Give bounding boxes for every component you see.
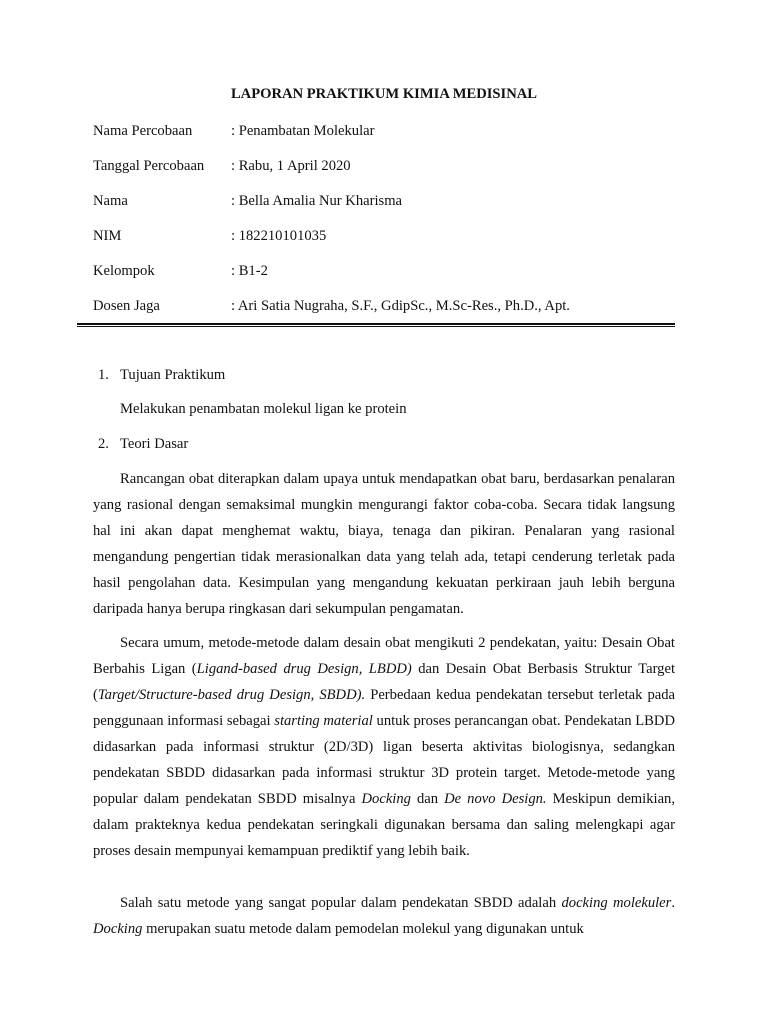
field-value: : Bella Amalia Nur Kharisma	[231, 193, 403, 209]
field-label: NIM	[93, 228, 122, 244]
section-1-text: Melakukan penambatan molekul ligan ke protein	[120, 401, 407, 417]
field-value: : Ari Satia Nugraha, S.F., GdipSc., M.Sc-Res., Ph.D., Apt.	[231, 298, 570, 314]
field-value: : Rabu, 1 April 2020	[231, 158, 351, 174]
paragraph-1: Rancangan obat diterapkan dalam upaya untuk mendapatkan obat baru, berdasarkan penalaran yang rasional dengan semaksimal mungkin mengurangi faktor coba-coba. Secara tidak langsung hal ini akan dapat menghemat waktu, biaya, tenaga dan pikiran. Penalaran yang rasional mengandung pengertian tidak merasionalkan data yang telah ada, tetapi cenderung terletak pada hasil pengolahan data. Kesimpulan yang mengandung kekuatan perkiraan jauh lebih berguna daripada hanya berupa ringkasan dari sekumpulan pengamatan.	[93, 471, 675, 617]
paragraph-2: Secara umum, metode-metode dalam desain obat mengikuti 2 pendekatan, yaitu: Desain Obat Berbahis Ligan (Ligand-based drug Design, LBDD) dan Desain Obat Berbasis Struktur Target (Target/Structure-based drug Design, SBDD). Perbedaan kedua pendekatan tersebut terletak pada penggunaan informasi sebagai starting material untuk proses perancangan obat. Pendekatan LBDD didasarkan pada informasi struktur (2D/3D) ligan beserta aktivitas biologisnya, sedangkan pendekatan SBDD didasarkan pada informasi struktur 3D protein target. Metode-metode yang popular dalam pendekatan SBDD misalnya Docking dan De novo Design. Meskipun demikian, dalam prakteknya kedua pendekatan seringkali digunakan bersama dan saling melengkapi agar proses desain mempunyai kemampuan prediktif yang lebih baik.	[93, 635, 676, 859]
field-label: Kelompok	[93, 263, 155, 279]
section-number: 2.	[98, 436, 109, 452]
report-title: LAPORAN PRAKTIKUM KIMIA MEDISINAL	[230, 86, 538, 102]
section-number: 1.	[98, 367, 109, 383]
field-label: Dosen Jaga	[93, 298, 160, 314]
header-divider	[77, 323, 675, 327]
field-value: : 182210101035	[231, 228, 327, 244]
field-label: Tanggal Percobaan	[93, 158, 205, 174]
field-label: Nama	[93, 193, 128, 209]
section-title: Teori Dasar	[120, 436, 189, 452]
section-title: Tujuan Praktikum	[120, 367, 226, 383]
field-label: Nama Percobaan	[93, 123, 193, 139]
paragraph-3: Salah satu metode yang sangat popular dalam pendekatan SBDD adalah docking molekuler. Docking merupakan suatu metode dalam pemodelan molekul yang digunakan untuk	[93, 895, 675, 937]
field-value: : B1-2	[231, 263, 268, 279]
field-value: : Penambatan Molekular	[231, 123, 375, 139]
